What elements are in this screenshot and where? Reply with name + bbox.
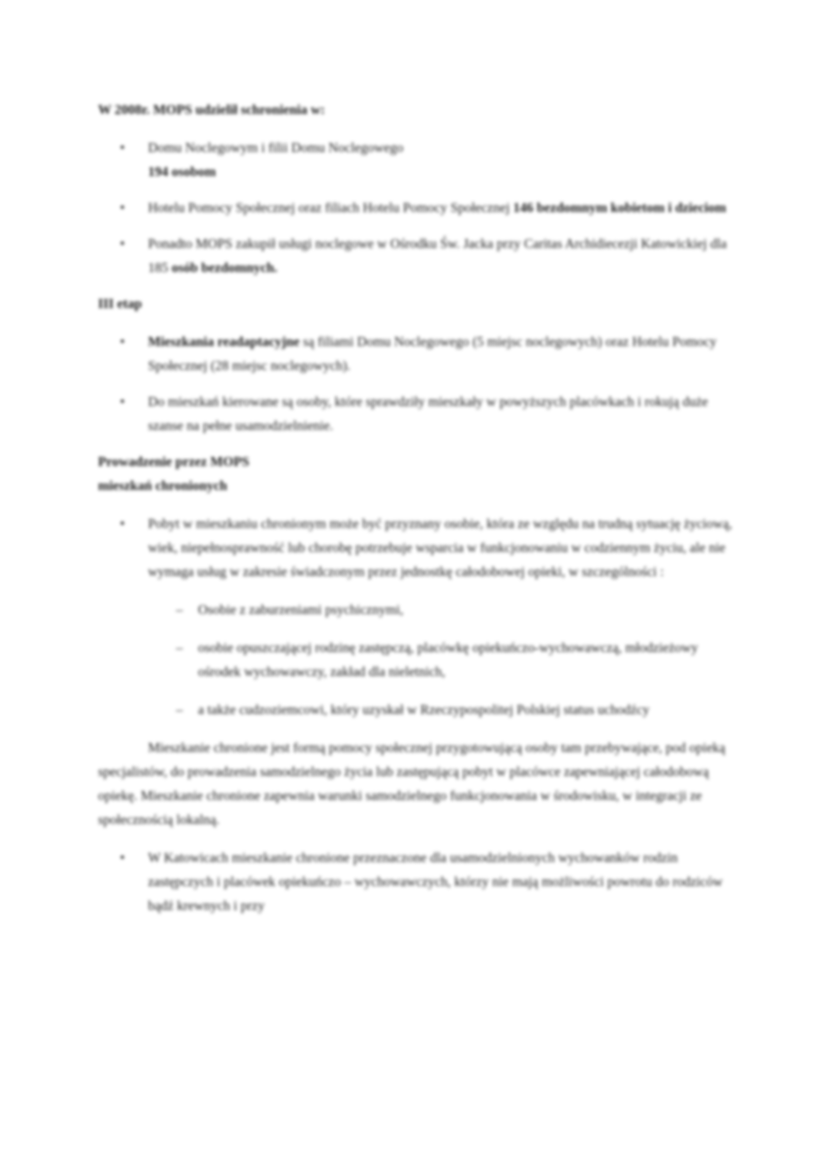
protected-housing-list [98,512,738,722]
list-item: • Pobyt w mieszkaniu chronionym może być przyznany osobie, która ze względu na trudną sytuację życiową, wiek, niepełnosprawność lub chorobę potrzebuje wsparcia w funkcjonowaniu w codziennym życiu, ale nie wymaga usług w zakresie świadczonym przez jednostkę całodobowej opieki, w szczególności : – Osobie z zaburzeniami psychicznymi, – osobie opuszczającej rodzinę zastępczą, placówkę opiekuńczo-wychowawczą, młodzieżowy ośrodek wychowawczy, zakład dla nieletnich, – a także cudzoziemcowi, który uzyskał w Rzeczypospolitej Polskiej status uchodźcy [98,512,738,722]
stage-3-list [98,330,738,438]
list-item: • Domu Noclegowym i filii Domu Noclegowego 194 osobom [98,136,738,184]
list-item: • Ponadto MOPS zakupił usługi noclegowe w Ośrodku Św. Jacka przy Caritas Archidiecezji Katowickiej dla 185 osób bezdomnych. [98,232,738,280]
shelter-list [98,136,738,280]
document-content [98,98,738,930]
dash-item: – Osobie z zaburzeniami psychicznymi, [148,598,738,622]
section-heading-protected-housing: Prowadzenie przez MOPS mieszkań chronionych [98,454,250,493]
list-item: • Mieszkania readaptacyjne są filiami Domu Noclegowego (5 miejsc noclegowych) oraz Hotelu Pomocy Społecznej (28 miejsc noclegowych). [98,330,738,378]
dash-item: – a także cudzoziemcowi, który uzyskał w Rzeczypospolitej Polskiej status uchodźcy [148,698,738,722]
eligibility-list [148,598,738,722]
list-item: • Do mieszkań kierowane są osoby, które sprawdziły mieszkały w powyższych placówkach i rokują duże szanse na pełne usamodzielnienie. [98,390,738,438]
body-paragraph: Mieszkanie chronione jest formą pomocy społecznej przygotowującą osoby tam przebywające, pod opieką specjalistów, do prowadzenia samodzielnego życia lub zastępującą pobyt w placówce zapewniającej całodobową opiekę. Mieszkanie chronione zapewnia warunki samodzielnego funkcjonowania w środowisku, w integracji ze społecznością lokalną. [98,740,726,827]
list-item: • W Katowicach mieszkanie chronione przeznaczone dla usamodzielnionych wychowanków rodzin zastępczych i placówek opiekuńczo – wychowawczych, którzy nie mają możliwości powrotu do rodziców bądź krewnych i przy [98,846,738,918]
katowice-list [98,846,738,918]
section-heading-2008: W 2008r. MOPS udzielił schronienia w: [98,102,326,117]
section-heading-stage-3: III etap [98,296,142,311]
dash-item: – osobie opuszczającej rodzinę zastępczą, placówkę opiekuńczo-wychowawczą, młodzieżowy ośrodek wychowawczy, zakład dla nieletnich, [148,636,738,684]
list-item: • Hotelu Pomocy Społecznej oraz filiach Hotelu Pomocy Społecznej 146 bezdomnym kobietom i dzieciom [98,196,738,220]
